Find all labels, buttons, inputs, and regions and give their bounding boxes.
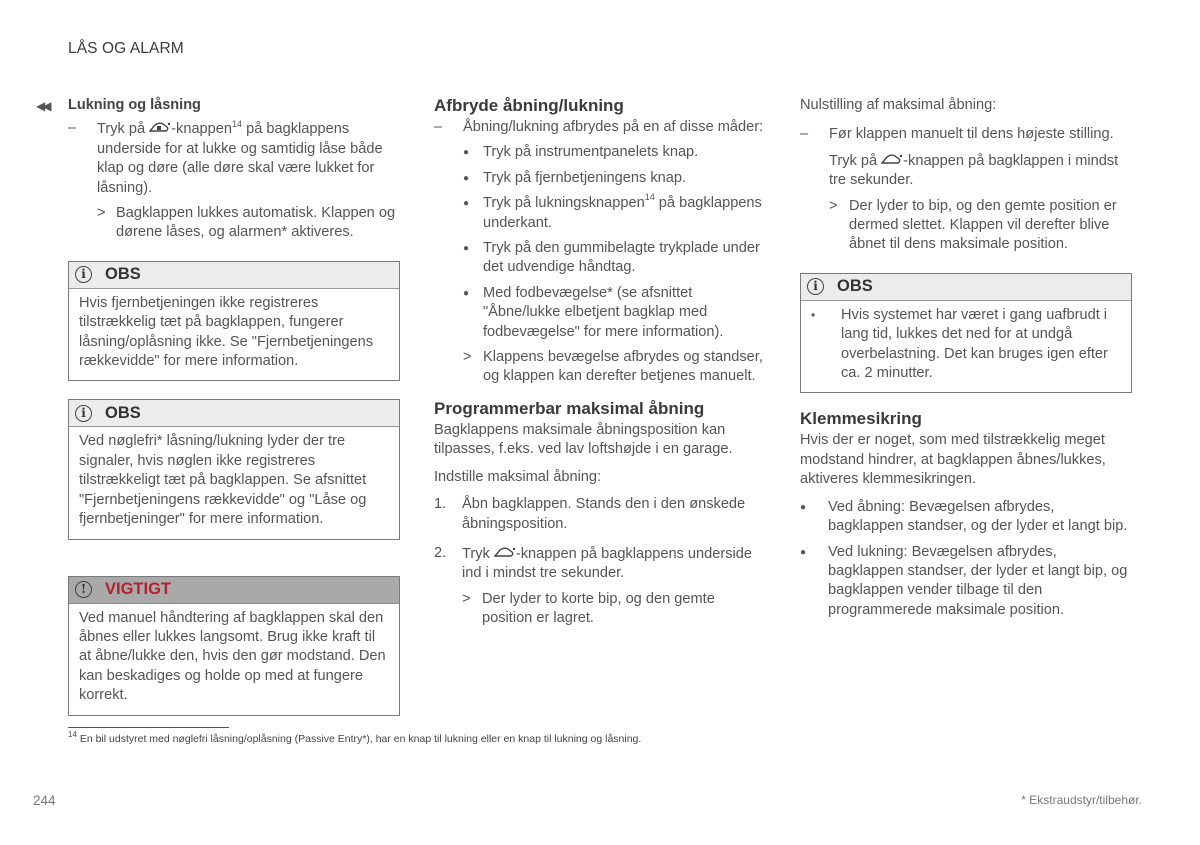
footnote: $^{14}$ En bil udstyret med nøglefri låsning/oplåsning (Passive Entry*), har en knap til lukning eller en knap til lukning og låsning. [68,729,642,745]
footnote-ref[interactable]: 14 [232,118,243,129]
obs-note-header: i OBS [801,274,1131,301]
numbered-step: 1. Åbn bagklappen. Stands den i den ønskede åbningsposition. [434,496,746,532]
bullet-marker: ● [463,287,470,299]
list-item: ● Tryk på fjernbetjeningens knap. [463,169,766,188]
info-icon: i [75,405,92,422]
dash-marker: – [68,120,77,137]
tailgate-lock-button-icon [149,119,171,138]
step-item: – Åbning/lukning afbrydes på en af disse måder: [434,119,764,135]
bullet-marker: • [811,307,816,322]
exclamation-icon: ! [75,581,92,598]
section-heading-closing-locking: Lukning og låsning [68,97,201,113]
reset-heading: Nulstilling af maksimal åbning: [800,97,997,113]
list-item: ● Tryk på instrumentpanelets knap. [463,143,766,162]
section-heading-pinch-protection: Klemmesikring [800,409,922,429]
info-icon: i [807,278,824,295]
bullet-marker: ● [463,198,470,210]
column-1 [68,96,400,716]
section-heading-programmable: Programmerbar maksimal åbning [434,398,705,418]
column-2 [434,96,766,629]
bullet-marker: ● [800,501,807,513]
tailgate-button-icon [494,544,516,563]
chapter-title: LÅS OG ALARM [68,40,184,57]
info-icon: i [75,266,92,283]
list-item: ● Tryk på lukningsknappen$^{14}$ på bagklappens underkant. [463,192,762,231]
tailgate-button-icon [881,151,903,170]
obs-note-box: i OBS • Hvis systemet har været i gang uafbrudt i lang tid, lukkes det ned for at undgå overbelastning. Det kan bruges igen efter ca. 2 minutter. [800,273,1132,394]
footnote-divider [68,727,229,728]
obs-note-box: i OBS Ved nøglefri* låsning/lukning lyder der tre signaler, hvis nøglen ikke registreres tilstrækkeligt tæt på bagklappen. Se afsnittet "Fjernbetjeningens rækkevidde" og "Låse og fjernbetjeninger" for mere information. [68,399,400,539]
bullet-marker: ● [463,243,470,255]
step-item [68,119,400,198]
obs-note-header: i OBS [69,262,399,289]
result-item: > Der lyder to bip, og den gemte position er dermed slettet. Klappen vil derefter blive åbnet til dens maksimale position. [829,197,1117,253]
footnote-ref[interactable]: 14 [644,192,655,203]
list-item: ● Ved åbning: Bevægelsen afbrydes, bagklappen standser, og der lyder et langt bip. [800,498,1128,535]
obs-note-box: i OBS Hvis fjernbetjeningen ikke registreres tilstrækkelig tæt på bagklappen, fungerer låsning/oplåsning ikke. Se "Fjernbetjeningens rækkevidde" for mere information. [68,261,400,382]
bullet-marker: ● [463,172,470,184]
numbered-step: 2. Tryk -knappen på bagklappens underside ind i mindst tre sekunder. [434,544,753,582]
double-left-arrow-icon[interactable]: ◀◀ [36,99,49,113]
warning-note-box: ! VIGTIGT Ved manuel håndtering af bagklappen skal den åbnes eller lukkes langsomt. Brug ikke kraft til at åbne/lukke den, hvis den gør modstand. Den kan beskadiges og holde op med at fungere korrekt. [68,576,400,716]
list-item: ● Ved lukning: Bevægelsen afbrydes, bagklappen standser, der lyder et langt bip, og bagklappen vender tilbage til den programmerede maksimale position. [800,543,1128,618]
result-item: > Bagklappen lukkes automatisk. Klappen og dørene låses, og alarmen* aktiveres. [97,205,396,241]
bullet-marker: ● [800,546,807,558]
obs-note-header: i OBS [69,400,399,427]
section-intro: Bagklappens maksimale åbningsposition kan tilpasses, f.eks. ved lav loftshøjde i en garage. [434,421,733,458]
page-number: 244 [33,793,56,808]
result-item: > Klappens bevægelse afbrydes og standser, og klappen kan derefter betjenes manuelt. [463,349,763,385]
list-item: ● Med fodbevægelse* (se afsnittet "Åbne/lukke elbetjent bagklap med fodbevægelse" for mere information). [463,284,724,340]
step-text: Tryk på -knappen$^{14}$ på bagklappens underside for at lukke og samtidig låse både klap og døre (alle døre skal være lukket for låsning). [97,118,383,196]
list-item: ● Tryk på den gummibelagte trykplade under det udvendige håndtag. [463,240,760,276]
section-heading-interrupt: Afbryde åbning/lukning [434,96,624,115]
bullet-marker: ● [463,147,470,159]
bullet-list [463,143,766,386]
column-3 [800,96,1132,620]
result-item: > Der lyder to korte bip, og den gemte position er lagret. [462,590,715,627]
warning-note-header: ! VIGTIGT [69,577,399,604]
optional-equipment-note: * Ekstraudstyr/tilbehør. [1021,793,1142,807]
subheading: Indstille maksimal åbning: [434,468,602,485]
step-item: – Før klappen manuelt til dens højeste stilling. Tryk på -knappen på bagklappen i mindst tre sekunder. [800,126,1119,189]
section-intro: Hvis der er noget, som med tilstrækkelig meget modstand hindrer, at bagklappen åbnes/lukkes, aktiveres klemmesikringen. [800,432,1106,488]
result-marker: > [97,205,106,222]
